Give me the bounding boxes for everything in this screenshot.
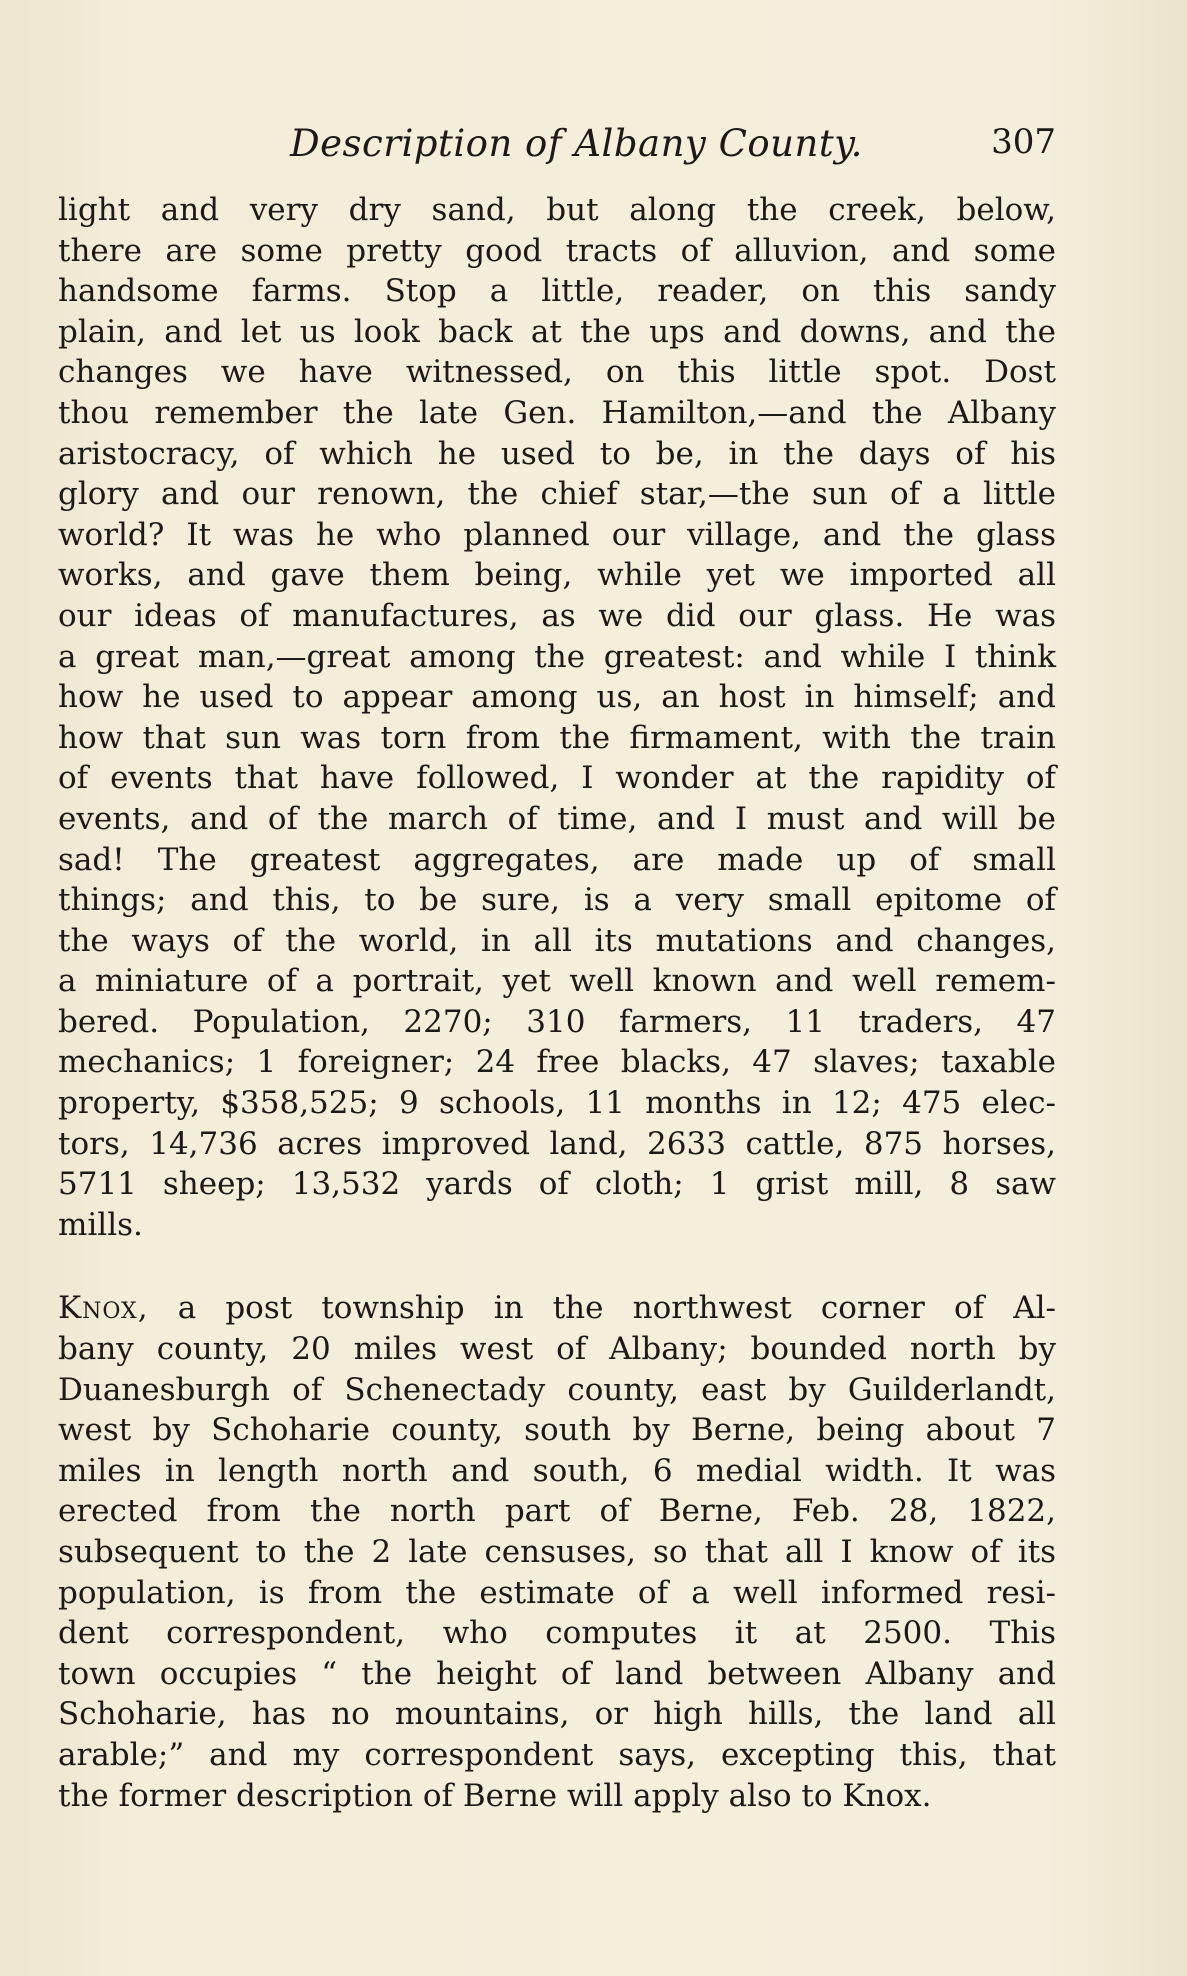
page-number: 307 (991, 122, 1056, 162)
paragraph-knox (58, 1288, 1056, 1816)
text-line: bany county, 20 miles west of Albany; bounded north by (58, 1331, 1056, 1368)
text-line: aristocracy, of which he used to be, in the days of his (58, 435, 1056, 472)
text-line: sad! The greatest aggregates, are made up of small (58, 841, 1056, 878)
text-line: the ways of the world, in all its mutations and changes, (58, 922, 1056, 959)
text-line: of events that have followed, I wonder at the rapidity of (58, 760, 1056, 797)
text-line: Duanesburgh of Schenectady county, east by Guilderlandt, (58, 1371, 1056, 1408)
text-line: a miniature of a portrait, yet well known and well remem- (58, 963, 1056, 1000)
running-title: Description of Albany County. (290, 122, 863, 165)
text-line: bered. Population, 2270; 310 farmers, 11 traders, 47 (58, 1003, 1056, 1040)
text-line: our ideas of manufactures, as we did our glass. He was (58, 597, 1056, 634)
body-text (58, 190, 1056, 1816)
text-line: how he used to appear among us, an host in himself; and (58, 679, 1056, 716)
entry-heading-knox: Knox, (58, 1290, 149, 1327)
text-line: plain, and let us look back at the ups and downs, and the (58, 313, 1056, 350)
text-line: mills. (58, 1206, 143, 1243)
text-line: 5711 sheep; 13,532 yards of cloth; 1 grist mill, 8 saw (58, 1166, 1056, 1203)
text-line: arable;” and my correspondent says, excepting this, that (58, 1736, 1056, 1773)
text-line: population, is from the estimate of a well informed resi- (58, 1574, 1056, 1611)
text-line: things; and this, to be sure, is a very small epitome of (58, 882, 1056, 919)
text-line: property, $358,525; 9 schools, 11 months in 12; 475 elec- (58, 1085, 1056, 1122)
text-line: erected from the north part of Berne, Feb. 28, 1822, (58, 1493, 1056, 1530)
text-line: events, and of the march of time, and I must and will be (58, 800, 1056, 837)
paragraph-hamilton-population (58, 190, 1056, 1245)
text-line: world? It was he who planned our village, and the glass (58, 516, 1056, 553)
first-line-text: a post township in the northwest corner of Al- (148, 1290, 1056, 1327)
text-line: miles in length north and south, 6 medial width. It was (58, 1452, 1056, 1489)
text-line: thou remember the late Gen. Hamilton,—and the Albany (58, 394, 1056, 431)
text-line: handsome farms. Stop a little, reader, on this sandy (58, 273, 1056, 310)
text-line: there are some pretty good tracts of alluvion, and some (58, 232, 1056, 269)
page-header (58, 122, 1056, 172)
text-line: works, and gave them being, while yet we imported all (58, 557, 1056, 594)
text-line: changes we have witnessed, on this little spot. Dost (58, 354, 1056, 391)
text-line: town occupies “ the height of land between Albany and (58, 1655, 1056, 1692)
text-line: subsequent to the 2 late censuses, so that all I know of its (58, 1534, 1056, 1570)
text-line: Schoharie, has no mountains, or high hills, the land all (58, 1696, 1056, 1733)
text-line: tors, 14,736 acres improved land, 2633 cattle, 875 horses, (58, 1125, 1056, 1162)
paragraph-gap (58, 1245, 1056, 1288)
text-line: the former description of Berne will apply also to Knox. (58, 1777, 932, 1814)
text-line: dent correspondent, who computes it at 2500. This (58, 1615, 1056, 1652)
text-line: mechanics; 1 foreigner; 24 free blacks, 47 slaves; taxable (58, 1044, 1056, 1081)
text-line-first (58, 1288, 1056, 1329)
text-line: west by Schoharie county, south by Berne, being about 7 (58, 1412, 1056, 1449)
text-line: a great man,—great among the greatest: and while I think (58, 638, 1056, 675)
text-line: how that sun was torn from the firmament, with the train (58, 719, 1056, 756)
text-line: light and very dry sand, but along the creek, below, (58, 192, 1056, 228)
text-line: glory and our renown, the chief star,—the sun of a little (58, 476, 1056, 513)
